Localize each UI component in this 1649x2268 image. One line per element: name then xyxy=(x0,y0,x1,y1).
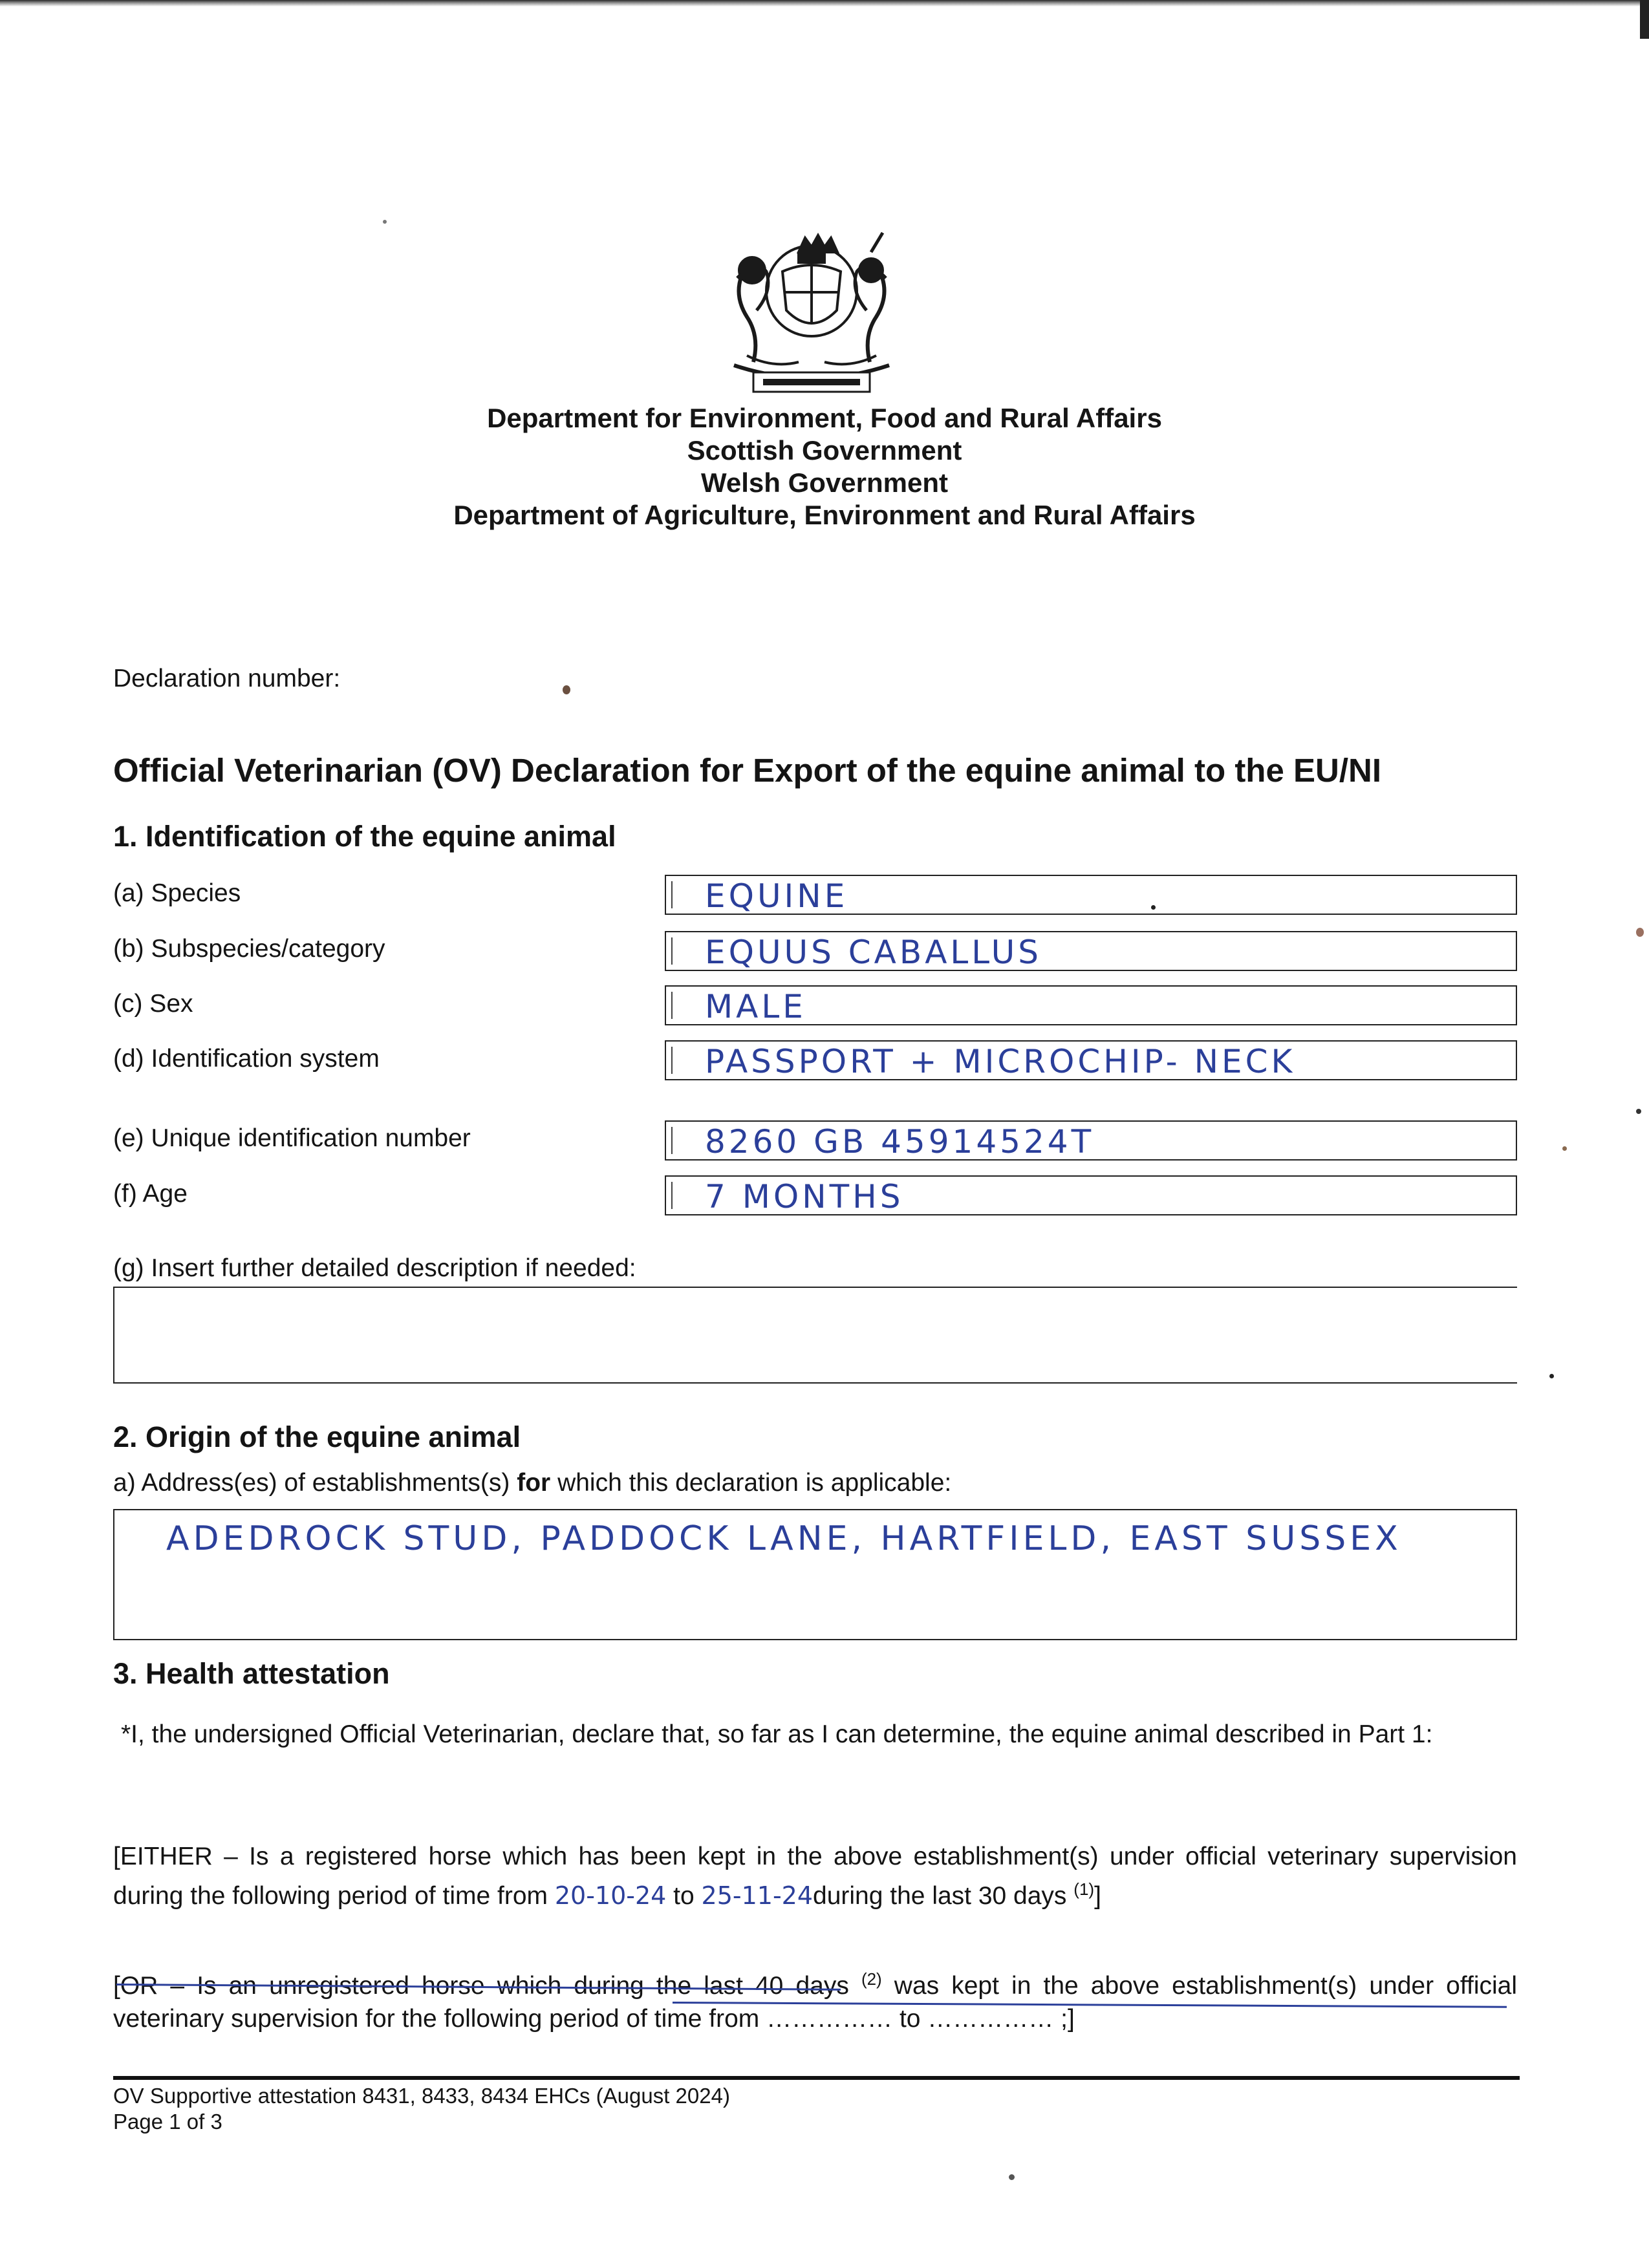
either-text: to xyxy=(666,1882,702,1910)
footer xyxy=(113,2083,730,2135)
issuing-organisations xyxy=(0,402,1649,531)
address-field[interactable] xyxy=(113,1509,1517,1640)
or-clause xyxy=(113,1963,1517,2035)
further-description-label: (g) Insert further detailed description if needed: xyxy=(113,1254,636,1282)
page-number: Page 1 of 3 xyxy=(113,2110,222,2134)
identification-system-label: (d) Identification system xyxy=(113,1045,380,1073)
further-description-field[interactable] xyxy=(113,1287,1517,1384)
age-field[interactable] xyxy=(665,1175,1517,1215)
either-text: during the last 30 days xyxy=(813,1882,1074,1910)
subspecies-value: EQUUS CABALLUS xyxy=(705,934,1042,971)
either-date-to[interactable]: 25-11-24 xyxy=(701,1881,814,1910)
scan-speck xyxy=(383,220,387,224)
declaration-number-label: Declaration number: xyxy=(113,665,341,692)
address-label xyxy=(113,1469,951,1497)
org-line: Department for Environment, Food and Rural Affairs xyxy=(487,403,1162,433)
footer-divider xyxy=(113,2076,1520,2080)
unique-id-label: (e) Unique identification number xyxy=(113,1124,471,1152)
unique-id-value: 8260 GB 45914524T xyxy=(705,1123,1095,1161)
org-line: Department of Agriculture, Environment and Rural Affairs xyxy=(453,500,1196,530)
scan-corner xyxy=(1640,0,1649,39)
age-label: (f) Age xyxy=(113,1180,188,1208)
scan-speck xyxy=(1636,1109,1641,1114)
scan-speck xyxy=(563,685,570,694)
subspecies-label: (b) Subspecies/category xyxy=(113,935,385,963)
or-text: [OR – Is an unregistered horse which during the last 40 days xyxy=(113,1972,861,2000)
sex-field[interactable] xyxy=(665,985,1517,1025)
scan-edge xyxy=(0,0,1649,6)
subspecies-field[interactable] xyxy=(665,931,1517,971)
either-text: [EITHER – Is a registered horse which has been kept in the above establishment(s) under official veterinary supervision during the following period of time from xyxy=(113,1843,1517,1910)
unique-id-field[interactable] xyxy=(665,1120,1517,1161)
either-clause xyxy=(113,1840,1517,1912)
org-line: Welsh Government xyxy=(701,467,948,498)
sex-label: (c) Sex xyxy=(113,990,193,1018)
section-1-heading: 1. Identification of the equine animal xyxy=(113,820,616,853)
identification-system-value: PASSPORT + MICROCHIP- NECK xyxy=(705,1043,1296,1080)
page-title: Official Veterinarian (OV) Declaration for Export of the equine animal to the EU/NI xyxy=(113,752,1382,789)
health-attestation-intro: *I, the undersigned Official Veterinarian, declare that, so far as I can determine, the equine animal described in Part 1: xyxy=(121,1720,1433,1748)
footnote-ref: (1) xyxy=(1073,1879,1095,1899)
scan-speck xyxy=(1562,1146,1567,1151)
scan-speck xyxy=(1549,1374,1554,1378)
sex-value: MALE xyxy=(705,988,806,1025)
species-value: EQUINE xyxy=(705,877,848,915)
either-date-from[interactable]: 20-10-24 xyxy=(554,1881,667,1910)
or-text: was kept in the above establishment(s) under official veterinary supervision for the following period of time from …………… to …………… ;] xyxy=(113,1972,1517,2033)
footer-reference: OV Supportive attestation 8431, 8433, 8434 EHCs (August 2024) xyxy=(113,2084,730,2108)
scan-speck xyxy=(1636,928,1644,937)
section-2-heading: 2. Origin of the equine animal xyxy=(113,1420,521,1453)
org-line: Scottish Government xyxy=(687,435,962,465)
address-label-prefix: a) Address(es) of establishments(s) xyxy=(113,1469,517,1497)
footnote-ref: (2) xyxy=(861,1969,882,1989)
address-label-suffix: which this declaration is applicable: xyxy=(550,1469,952,1497)
address-value: ADEDROCK STUD, PADDOCK LANE, HARTFIELD, EAST SUSSEX xyxy=(166,1519,1402,1558)
species-label: (a) Species xyxy=(113,879,241,907)
section-3-heading: 3. Health attestation xyxy=(113,1657,390,1690)
either-text: ] xyxy=(1094,1882,1101,1910)
species-field[interactable] xyxy=(665,875,1517,915)
royal-coat-of-arms-logo xyxy=(708,226,915,401)
scan-speck xyxy=(1009,2174,1015,2180)
identification-system-field[interactable] xyxy=(665,1040,1517,1080)
age-value: 7 MONTHS xyxy=(705,1178,904,1215)
scan-speck xyxy=(1151,905,1156,910)
address-label-bold: for xyxy=(517,1469,551,1497)
